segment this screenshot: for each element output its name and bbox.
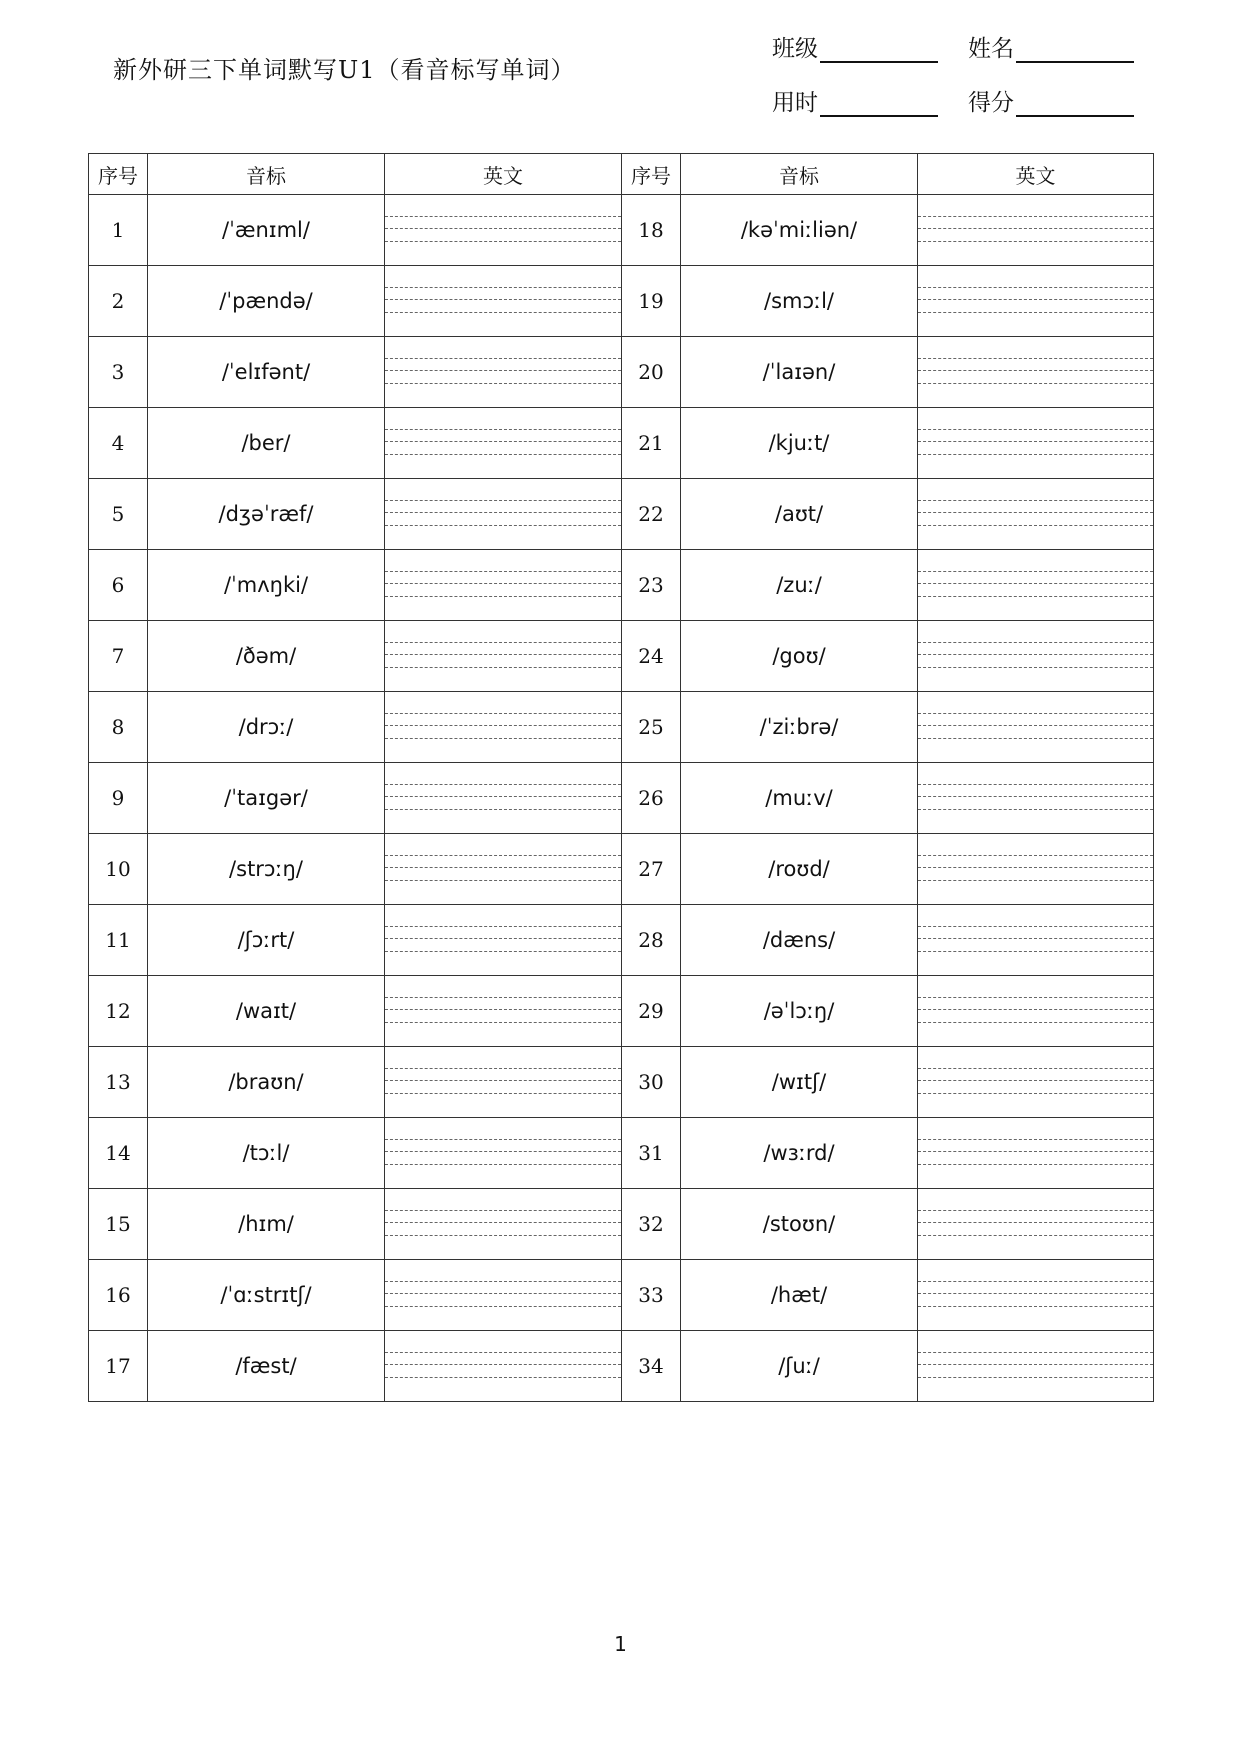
phonetic-cell: /wɪtʃ/ [681, 1047, 918, 1118]
table-row [89, 763, 1154, 834]
dashed-guide-line [918, 241, 1153, 242]
row-number: 26 [622, 763, 681, 834]
dashed-guide-line [385, 525, 621, 526]
row-number: 12 [89, 976, 148, 1047]
dashed-guide-line [918, 855, 1153, 856]
table-header-row [89, 154, 1154, 195]
dashed-guide-line [918, 642, 1153, 643]
phonetic-cell: /ˈelɪfənt/ [148, 337, 385, 408]
dashed-guide-line [385, 867, 621, 868]
class-label: 班级 [772, 36, 818, 62]
answer-cell[interactable] [918, 763, 1154, 834]
answer-cell[interactable] [918, 976, 1154, 1047]
time-field [772, 84, 938, 117]
table-row [89, 195, 1154, 266]
row-number: 10 [89, 834, 148, 905]
dashed-guide-line [385, 1222, 621, 1223]
phonetic-cell: /ðəm/ [148, 621, 385, 692]
dashed-guide-line [918, 667, 1153, 668]
table-row [89, 834, 1154, 905]
row-number: 22 [622, 479, 681, 550]
dashed-guide-line [385, 738, 621, 739]
dashed-guide-line [918, 725, 1153, 726]
header-phonetic-right: 音标 [681, 154, 918, 195]
answer-cell[interactable] [385, 1331, 622, 1402]
vocab-table [88, 153, 1154, 1402]
phonetic-cell: /kjuːt/ [681, 408, 918, 479]
answer-cell[interactable] [918, 550, 1154, 621]
dashed-guide-line [918, 1293, 1153, 1294]
phonetic-cell: /əˈlɔːŋ/ [681, 976, 918, 1047]
phonetic-cell: /hæt/ [681, 1260, 918, 1331]
dashed-guide-line [385, 654, 621, 655]
dashed-guide-line [385, 784, 621, 785]
dashed-guide-line [918, 867, 1153, 868]
phonetic-cell: /ʃuː/ [681, 1331, 918, 1402]
answer-cell[interactable] [385, 195, 622, 266]
dashed-guide-line [385, 880, 621, 881]
dashed-guide-line [385, 938, 621, 939]
dashed-guide-line [385, 809, 621, 810]
table-row [89, 479, 1154, 550]
row-number: 7 [89, 621, 148, 692]
table-row [89, 1189, 1154, 1260]
dashed-guide-line [918, 1139, 1153, 1140]
class-blank[interactable] [820, 37, 938, 63]
dashed-guide-line [385, 500, 621, 501]
dashed-guide-line [918, 1022, 1153, 1023]
row-number: 21 [622, 408, 681, 479]
dashed-guide-line [385, 1293, 621, 1294]
answer-cell[interactable] [918, 905, 1154, 976]
page-number: 1 [614, 1632, 627, 1656]
phonetic-cell: /zuː/ [681, 550, 918, 621]
dashed-guide-line [385, 571, 621, 572]
dashed-guide-line [385, 1210, 621, 1211]
answer-cell[interactable] [918, 266, 1154, 337]
answer-cell[interactable] [918, 1260, 1154, 1331]
row-number: 18 [622, 195, 681, 266]
phonetic-cell: /dʒəˈræf/ [148, 479, 385, 550]
row-number: 9 [89, 763, 148, 834]
dashed-guide-line [918, 287, 1153, 288]
phonetic-cell: /muːv/ [681, 763, 918, 834]
row-number: 13 [89, 1047, 148, 1118]
dashed-guide-line [918, 441, 1153, 442]
dashed-guide-line [385, 1151, 621, 1152]
answer-cell[interactable] [918, 195, 1154, 266]
dashed-guide-line [918, 454, 1153, 455]
row-number: 29 [622, 976, 681, 1047]
row-number: 30 [622, 1047, 681, 1118]
dashed-guide-line [385, 583, 621, 584]
answer-cell[interactable] [918, 834, 1154, 905]
dashed-guide-line [918, 596, 1153, 597]
answer-cell[interactable] [918, 408, 1154, 479]
answer-cell[interactable] [918, 692, 1154, 763]
dashed-guide-line [918, 1222, 1153, 1223]
table-row [89, 266, 1154, 337]
dashed-guide-line [385, 228, 621, 229]
dashed-guide-line [385, 383, 621, 384]
answer-cell[interactable] [385, 408, 622, 479]
dashed-guide-line [918, 216, 1153, 217]
dashed-guide-line [918, 713, 1153, 714]
table-row [89, 337, 1154, 408]
row-number: 31 [622, 1118, 681, 1189]
dashed-guide-line [918, 299, 1153, 300]
answer-cell[interactable] [385, 550, 622, 621]
dashed-guide-line [918, 654, 1153, 655]
row-number: 20 [622, 337, 681, 408]
row-number: 33 [622, 1260, 681, 1331]
row-number: 32 [622, 1189, 681, 1260]
table-row [89, 550, 1154, 621]
row-number: 27 [622, 834, 681, 905]
row-number: 23 [622, 550, 681, 621]
dashed-guide-line [385, 725, 621, 726]
dashed-guide-line [385, 951, 621, 952]
dashed-guide-line [918, 525, 1153, 526]
dashed-guide-line [918, 429, 1153, 430]
dashed-guide-line [918, 571, 1153, 572]
dashed-guide-line [918, 228, 1153, 229]
phonetic-cell: /braʊn/ [148, 1047, 385, 1118]
row-number: 24 [622, 621, 681, 692]
phonetic-cell: /waɪt/ [148, 976, 385, 1047]
dashed-guide-line [385, 429, 621, 430]
answer-cell[interactable] [385, 1189, 622, 1260]
phonetic-cell: /ˈɑːstrɪtʃ/ [148, 1260, 385, 1331]
dashed-guide-line [918, 1377, 1153, 1378]
dashed-guide-line [918, 880, 1153, 881]
dashed-guide-line [385, 358, 621, 359]
time-blank[interactable] [820, 91, 938, 117]
answer-cell[interactable] [918, 621, 1154, 692]
answer-cell[interactable] [918, 1118, 1154, 1189]
row-number: 4 [89, 408, 148, 479]
dashed-guide-line [918, 951, 1153, 952]
dashed-guide-line [918, 938, 1153, 939]
dashed-guide-line [385, 596, 621, 597]
dashed-guide-line [385, 926, 621, 927]
answer-cell[interactable] [385, 1047, 622, 1118]
table-row [89, 1331, 1154, 1402]
row-number: 1 [89, 195, 148, 266]
dashed-guide-line [385, 667, 621, 668]
table-row [89, 905, 1154, 976]
table-row [89, 1260, 1154, 1331]
dashed-guide-line [918, 1164, 1153, 1165]
phonetic-cell: /aʊt/ [681, 479, 918, 550]
table-row [89, 976, 1154, 1047]
phonetic-cell: /ˈziːbrə/ [681, 692, 918, 763]
dashed-guide-line [385, 241, 621, 242]
dashed-guide-line [918, 1093, 1153, 1094]
phonetic-cell: /ˈpændə/ [148, 266, 385, 337]
table-row [89, 621, 1154, 692]
dashed-guide-line [385, 370, 621, 371]
dashed-guide-line [918, 583, 1153, 584]
dashed-guide-line [385, 441, 621, 442]
header-num-right: 序号 [622, 154, 681, 195]
phonetic-cell: /goʊ/ [681, 621, 918, 692]
dashed-guide-line [918, 1080, 1153, 1081]
dashed-guide-line [385, 713, 621, 714]
row-number: 25 [622, 692, 681, 763]
dashed-guide-line [918, 1306, 1153, 1307]
score-field [968, 84, 1134, 117]
row-number: 19 [622, 266, 681, 337]
dashed-guide-line [918, 1068, 1153, 1069]
row-number: 8 [89, 692, 148, 763]
answer-cell[interactable] [918, 1189, 1154, 1260]
table-row [89, 1118, 1154, 1189]
dashed-guide-line [385, 1281, 621, 1282]
row-number: 34 [622, 1331, 681, 1402]
dashed-guide-line [918, 358, 1153, 359]
dashed-guide-line [918, 1235, 1153, 1236]
dashed-guide-line [918, 997, 1153, 998]
answer-cell[interactable] [385, 1260, 622, 1331]
phonetic-cell: /strɔːŋ/ [148, 834, 385, 905]
phonetic-cell: /ʃɔːrt/ [148, 905, 385, 976]
phonetic-cell: /roʊd/ [681, 834, 918, 905]
row-number: 3 [89, 337, 148, 408]
phonetic-cell: /smɔːl/ [681, 266, 918, 337]
dashed-guide-line [918, 512, 1153, 513]
row-number: 2 [89, 266, 148, 337]
row-number: 16 [89, 1260, 148, 1331]
phonetic-cell: /fæst/ [148, 1331, 385, 1402]
dashed-guide-line [918, 926, 1153, 927]
dashed-guide-line [385, 1139, 621, 1140]
phonetic-cell: /ˈtaɪgər/ [148, 763, 385, 834]
dashed-guide-line [918, 1281, 1153, 1282]
answer-cell[interactable] [918, 479, 1154, 550]
phonetic-cell: /ber/ [148, 408, 385, 479]
time-label: 用时 [772, 90, 818, 116]
answer-cell[interactable] [385, 905, 622, 976]
dashed-guide-line [385, 1235, 621, 1236]
dashed-guide-line [918, 312, 1153, 313]
dashed-guide-line [918, 809, 1153, 810]
header-english-left: 英文 [385, 154, 622, 195]
dashed-guide-line [385, 855, 621, 856]
answer-cell[interactable] [385, 266, 622, 337]
answer-cell[interactable] [385, 479, 622, 550]
dashed-guide-line [385, 1022, 621, 1023]
dashed-guide-line [385, 1080, 621, 1081]
table-row [89, 1047, 1154, 1118]
phonetic-cell: /ˈlaɪən/ [681, 337, 918, 408]
dashed-guide-line [918, 784, 1153, 785]
score-blank[interactable] [1016, 91, 1134, 117]
row-number: 15 [89, 1189, 148, 1260]
phonetic-cell: /dæns/ [681, 905, 918, 976]
answer-cell[interactable] [385, 763, 622, 834]
dashed-guide-line [385, 299, 621, 300]
phonetic-cell: /hɪm/ [148, 1189, 385, 1260]
dashed-guide-line [385, 1364, 621, 1365]
dashed-guide-line [385, 312, 621, 313]
table-row [89, 692, 1154, 763]
row-number: 6 [89, 550, 148, 621]
answer-cell[interactable] [385, 621, 622, 692]
dashed-guide-line [385, 1068, 621, 1069]
dashed-guide-line [385, 512, 621, 513]
row-number: 17 [89, 1331, 148, 1402]
answer-cell[interactable] [918, 1047, 1154, 1118]
dashed-guide-line [918, 1151, 1153, 1152]
dashed-guide-line [918, 738, 1153, 739]
phonetic-cell: /drɔː/ [148, 692, 385, 763]
table-row [89, 408, 1154, 479]
dashed-guide-line [918, 796, 1153, 797]
phonetic-cell: /stoʊn/ [681, 1189, 918, 1260]
dashed-guide-line [918, 1352, 1153, 1353]
answer-cell[interactable] [385, 1118, 622, 1189]
phonetic-cell: /wɜːrd/ [681, 1118, 918, 1189]
score-label: 得分 [968, 90, 1014, 116]
dashed-guide-line [385, 216, 621, 217]
answer-cell[interactable] [385, 976, 622, 1047]
dashed-guide-line [918, 1364, 1153, 1365]
name-label: 姓名 [968, 36, 1014, 62]
row-number: 11 [89, 905, 148, 976]
dashed-guide-line [385, 796, 621, 797]
row-number: 28 [622, 905, 681, 976]
answer-cell[interactable] [918, 337, 1154, 408]
name-blank[interactable] [1016, 37, 1134, 63]
dashed-guide-line [385, 1306, 621, 1307]
dashed-guide-line [385, 1009, 621, 1010]
dashed-guide-line [385, 1352, 621, 1353]
header-english-right: 英文 [918, 154, 1154, 195]
dashed-guide-line [918, 383, 1153, 384]
dashed-guide-line [385, 454, 621, 455]
phonetic-cell: /kəˈmiːliən/ [681, 195, 918, 266]
dashed-guide-line [385, 287, 621, 288]
answer-cell[interactable] [918, 1331, 1154, 1402]
class-field [772, 30, 938, 63]
dashed-guide-line [918, 370, 1153, 371]
dashed-guide-line [385, 997, 621, 998]
dashed-guide-line [918, 1210, 1153, 1211]
phonetic-cell: /tɔːl/ [148, 1118, 385, 1189]
dashed-guide-line [918, 1009, 1153, 1010]
phonetic-cell: /ˈænɪml/ [148, 195, 385, 266]
header-phonetic-left: 音标 [148, 154, 385, 195]
answer-cell[interactable] [385, 834, 622, 905]
row-number: 5 [89, 479, 148, 550]
answer-cell[interactable] [385, 692, 622, 763]
page-title: 新外研三下单词默写U1（看音标写单词） [113, 56, 576, 84]
dashed-guide-line [385, 642, 621, 643]
dashed-guide-line [385, 1164, 621, 1165]
dashed-guide-line [385, 1093, 621, 1094]
name-field [968, 30, 1134, 63]
row-number: 14 [89, 1118, 148, 1189]
answer-cell[interactable] [385, 337, 622, 408]
header-num-left: 序号 [89, 154, 148, 195]
dashed-guide-line [918, 500, 1153, 501]
dashed-guide-line [385, 1377, 621, 1378]
phonetic-cell: /ˈmʌŋki/ [148, 550, 385, 621]
